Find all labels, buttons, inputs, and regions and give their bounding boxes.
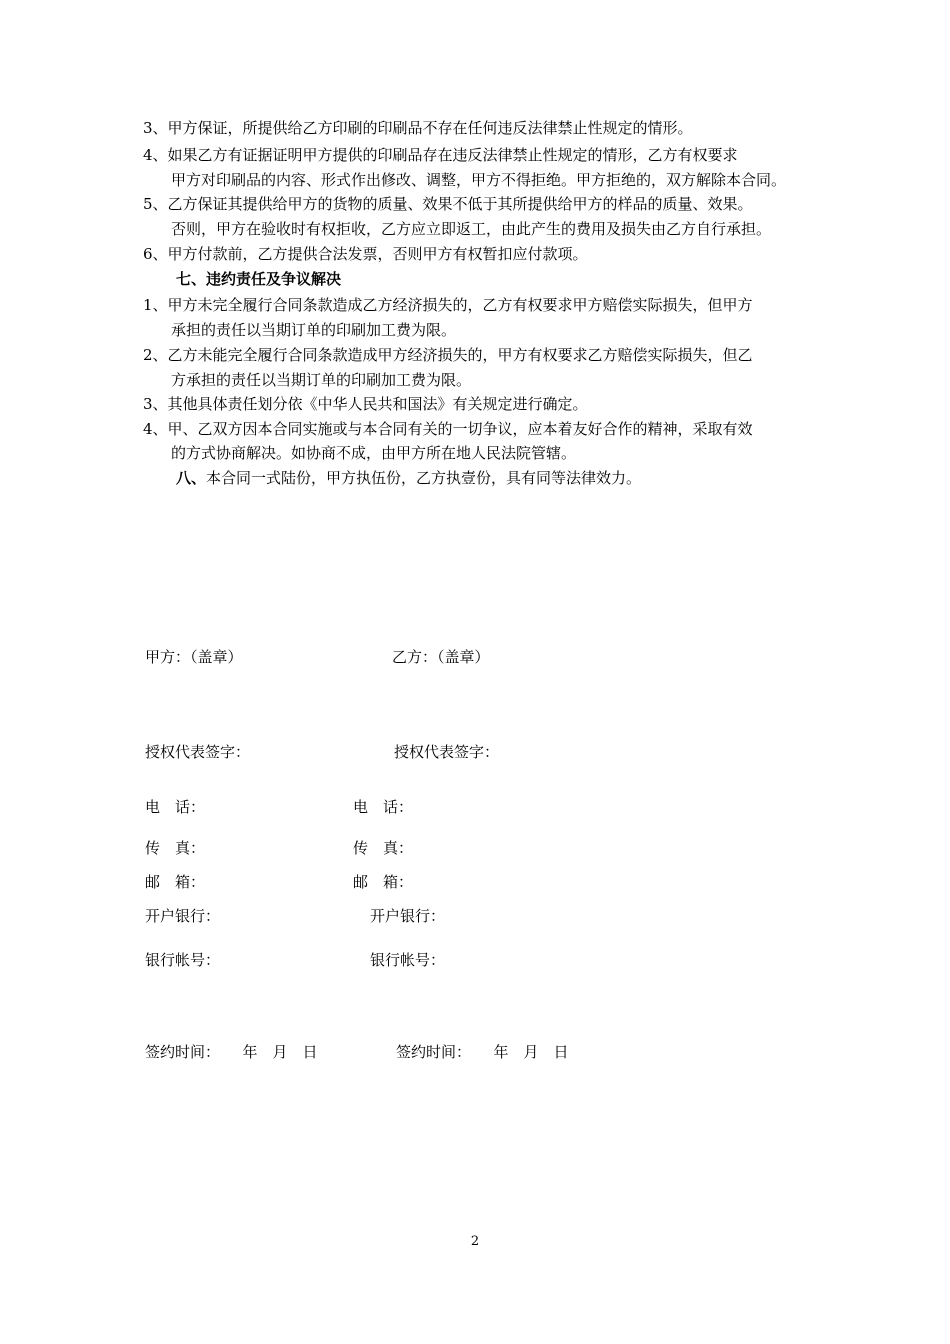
party-b-email: 邮 箱： xyxy=(353,873,414,891)
clause-7-3: 3、其他具体责任划分依《中华人民共和国法》有关规定进行确定。 xyxy=(143,395,588,413)
party-b-bank: 开户银行： xyxy=(370,907,446,925)
party-a-bank: 开户银行： xyxy=(145,907,221,925)
clause-6-4-line1: 4、如果乙方有证据证明甲方提供的印刷品存在违反法律禁止性规定的情形，乙方有权要求 xyxy=(143,146,738,164)
party-b-account: 银行帐号： xyxy=(370,951,446,969)
party-b-phone: 电 话： xyxy=(353,798,414,816)
party-a-sign-date: 签约时间： 年 月 日 xyxy=(145,1043,318,1061)
clause-6-6: 6、甲方付款前，乙方提供合法发票，否则甲方有权暂扣应付款项。 xyxy=(143,245,588,263)
party-a-phone: 电 话： xyxy=(145,798,206,816)
party-a-fax: 传 真： xyxy=(145,839,206,857)
section-8-text: 本合同一式陆份，甲方执伍份，乙方执壹份，具有同等法律效力。 xyxy=(206,469,642,487)
party-b-fax: 传 真： xyxy=(353,839,414,857)
party-a-rep-signature: 授权代表签字： xyxy=(145,743,251,761)
party-a-email: 邮 箱： xyxy=(145,873,206,891)
clause-6-5-line2: 否则，甲方在验收时有权拒收，乙方应立即返工，由此产生的费用及损失由乙方自行承担。 xyxy=(171,220,772,238)
clause-7-2-line1: 2、乙方未能完全履行合同条款造成甲方经济损失的，甲方有权要求乙方赔偿实际损失，但乙 xyxy=(143,346,753,364)
party-a-account: 银行帐号： xyxy=(145,951,221,969)
page-number: 2 xyxy=(470,1234,480,1249)
section-8 xyxy=(176,468,641,488)
party-a-seal: 甲方：（盖章） xyxy=(145,648,243,666)
party-b-sign-date: 签约时间： 年 月 日 xyxy=(396,1043,569,1061)
section-7-title: 七、违约责任及争议解决 xyxy=(176,270,342,288)
clause-7-4-line2: 的方式协商解决。如协商不成，由甲方所在地人民法院管辖。 xyxy=(171,444,577,462)
party-b-rep-signature: 授权代表签字： xyxy=(394,743,500,761)
clause-7-4-line1: 4、甲、乙双方因本合同实施或与本合同有关的一切争议，应本着友好合作的精神，采取有效 xyxy=(143,420,753,438)
clause-7-1-line2: 承担的责任以当期订单的印刷加工费为限。 xyxy=(171,321,457,339)
clause-6-3: 3、甲方保证，所提供给乙方印刷的印刷品不存在任何违反法律禁止性规定的情形。 xyxy=(143,119,693,137)
clause-7-2-line2: 方承担的责任以当期订单的印刷加工费为限。 xyxy=(171,371,472,389)
clause-6-5-line1: 5、乙方保证其提供给甲方的货物的质量、效果不低于其所提供给甲方的样品的质量、效果。 xyxy=(143,195,753,213)
party-b-seal: 乙方：（盖章） xyxy=(392,648,490,666)
clause-7-1-line1: 1、甲方未完全履行合同条款造成乙方经济损失的，乙方有权要求甲方赔偿实际损失，但甲方 xyxy=(143,296,753,314)
section-8-title: 八、 xyxy=(176,469,207,487)
clause-6-4-line2: 甲方对印刷品的内容、形式作出修改、调整，甲方不得拒绝。甲方拒绝的，双方解除本合同。 xyxy=(171,171,787,189)
